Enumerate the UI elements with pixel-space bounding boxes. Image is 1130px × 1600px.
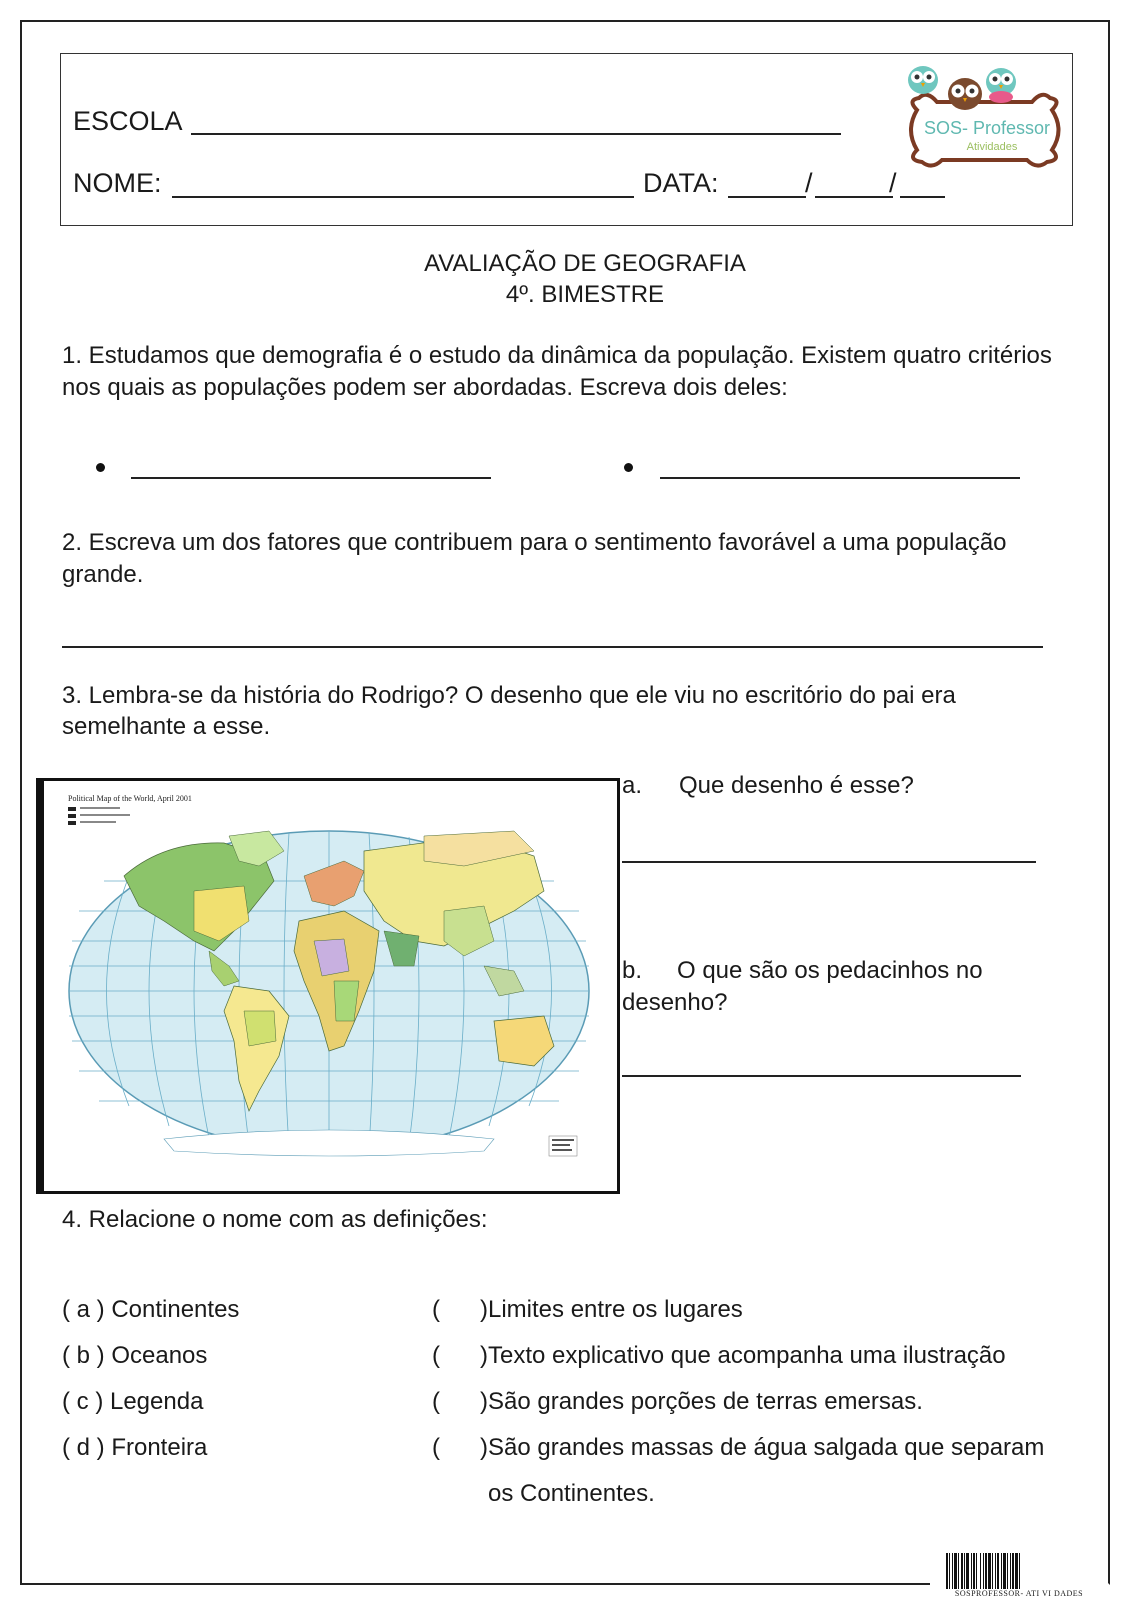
date-day-field[interactable] [728,196,806,198]
page-title: AVALIAÇÃO DE GEOGRAFIA [424,250,746,277]
answer-1a-line[interactable] [131,477,491,479]
subquestion-a-letter: a. [622,772,643,799]
match-definition: Limites entre os lugares [488,1296,743,1323]
barcode-bar [1007,1553,1008,1589]
barcode-bar [949,1553,950,1589]
world-map-image [36,778,620,1194]
question-2-text: 2. Escreva um dos fatores que contribuem para o sentimento favorável a uma população [62,529,1007,556]
escola-field[interactable] [191,133,841,135]
barcode-bar [985,1553,987,1589]
answer-1b-line[interactable] [660,477,1020,479]
question-3-text: semelhante a esse. [62,713,271,740]
barcode-bar [976,1553,977,1589]
nome-label: NOME: [73,168,162,198]
barcode-bar [971,1553,972,1589]
match-answer-blank[interactable]: ( ) [432,1296,488,1323]
barcode-graphic [945,1553,1093,1589]
barcode-bar [1012,1553,1014,1589]
answer-3a-line[interactable] [622,861,1036,863]
question-2-text: grande. [62,561,144,588]
barcode-bar [954,1553,957,1589]
barcode-bar [961,1553,963,1589]
barcode-bar [980,1553,981,1589]
date-year-field[interactable] [900,196,945,198]
match-definition: São grandes massas de água salgada que separam [488,1434,1045,1461]
barcode-bar [992,1553,993,1589]
barcode-bar [952,1553,953,1589]
match-definition: Texto explicativo que acompanha uma ilustração [488,1342,1006,1369]
answer-2-line[interactable] [62,646,1043,648]
world-map-graphic [44,781,614,1191]
barcode-bar [1003,1553,1006,1589]
question-4-text: 4. Relacione o nome com as definições: [62,1206,488,1233]
subquestion-b-letter: b. [622,957,643,984]
page-subtitle: 4º. BIMESTRE [505,281,665,308]
owl-icon [908,66,938,94]
barcode-text: SOSPROFESSOR- ATI VI DADES [954,1589,1084,1598]
date-separator: / [805,168,813,198]
barcode-bar [997,1553,999,1589]
bullet-icon [624,463,633,472]
barcode-bar [958,1553,959,1589]
logo-subtitle: Atividades [966,141,1018,153]
bullet-icon [96,463,105,472]
owl-icon [986,68,1016,103]
barcode-bar [988,1553,991,1589]
match-name-item: ( d ) Fronteira [62,1434,208,1461]
barcode-bar [966,1553,969,1589]
match-answer-blank[interactable]: ( ) [432,1342,488,1369]
barcode-bar [964,1553,965,1589]
subquestion-b-text: O que são os pedacinhos no [677,957,983,984]
nome-field[interactable] [172,196,634,198]
date-month-field[interactable] [815,196,893,198]
logo-title: SOS- Professor [923,118,1051,138]
data-label: DATA: [643,168,719,198]
subquestion-a-text: Que desenho é esse? [679,772,914,799]
date-separator: / [889,168,897,198]
barcode-bar [983,1553,984,1589]
match-definition-continuation: os Continentes. [488,1480,655,1507]
owl-icon [948,78,982,110]
match-name-item: ( c ) Legenda [62,1388,204,1415]
logo-graphic [897,60,1072,170]
match-name-item: ( a ) Continentes [62,1296,240,1323]
answer-3b-line[interactable] [622,1075,1021,1077]
escola-label: ESCOLA [73,106,183,136]
barcode-bar [1001,1553,1002,1589]
barcode-bar [1010,1553,1011,1589]
barcode-bar [995,1553,996,1589]
barcode-image [945,1553,1093,1589]
question-3-text: 3. Lembra-se da história do Rodrigo? O desenho que ele viu no escritório do pai era [62,682,956,709]
barcode-bar [973,1553,975,1589]
sos-professor-logo [897,60,1072,170]
barcode-bar [1015,1553,1018,1589]
question-1-text: 1. Estudamos que demografia é o estudo da dinâmica da população. Existem quatro critérios [62,342,1052,369]
match-answer-blank[interactable]: ( ) [432,1434,488,1461]
match-definition: São grandes porções de terras emersas. [488,1388,923,1415]
subquestion-b-text: desenho? [622,989,728,1016]
barcode-bar [946,1553,948,1589]
match-answer-blank[interactable]: ( ) [432,1388,488,1415]
barcode-bar [1019,1553,1020,1589]
question-1-text: nos quais as populações podem ser abordadas. Escreva dois deles: [62,374,788,401]
page-border-bottom [20,1583,930,1585]
match-name-item: ( b ) Oceanos [62,1342,208,1369]
map-title: Political Map of the World, April 2001 [68,794,192,803]
